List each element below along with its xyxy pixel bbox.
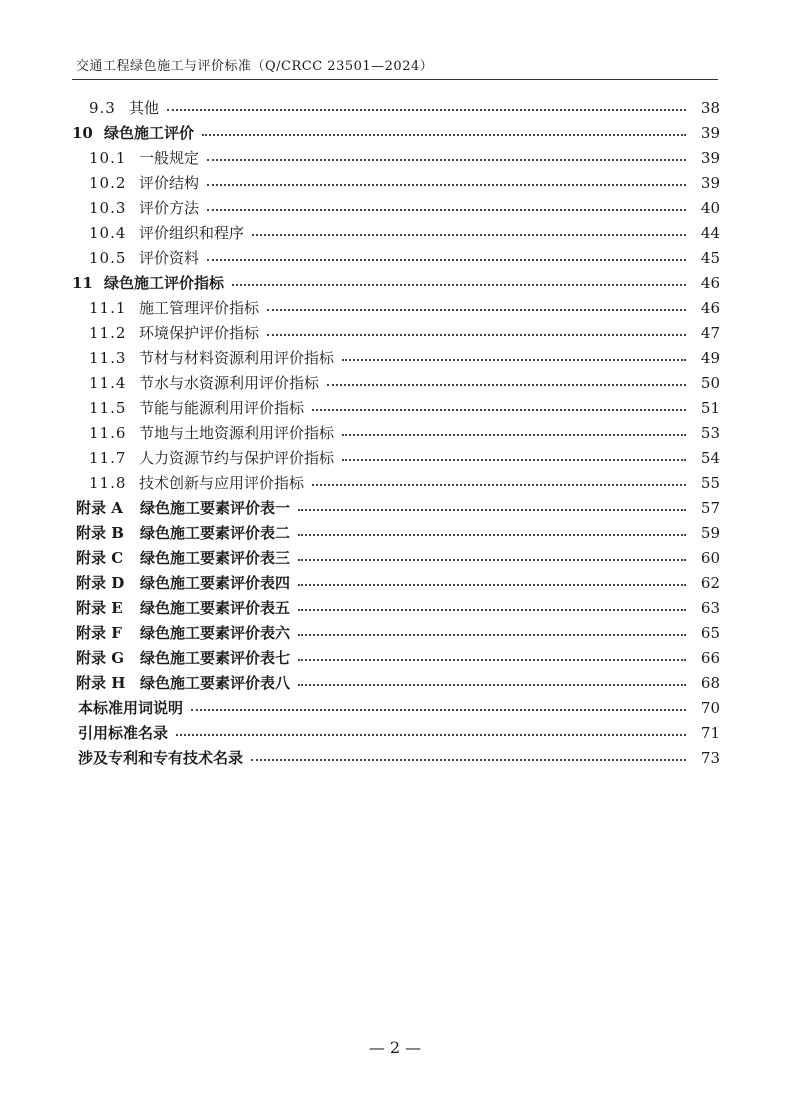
dot-leader [327, 383, 686, 386]
toc-entry[interactable] [0, 445, 790, 470]
toc-entry-number: 10 [72, 123, 93, 142]
toc-entry-title: 涉及专利和专有技术名录 [78, 749, 244, 767]
toc-entry-page: 63 [700, 598, 720, 617]
toc-entry-page: 40 [700, 198, 720, 217]
toc-entry-page: 68 [700, 673, 720, 692]
toc-entry[interactable] [0, 120, 790, 145]
toc-entry-page: 51 [700, 398, 720, 417]
dot-leader [298, 608, 686, 611]
toc-entry-page: 49 [700, 348, 720, 367]
toc-entry[interactable] [0, 395, 790, 420]
dot-leader [252, 233, 686, 236]
toc-entry-title: 绿色施工评价指标 [104, 274, 225, 292]
toc-entry-number: 9.3 [89, 98, 116, 117]
toc-entry-title: 绿色施工要素评价表二 [140, 524, 291, 542]
toc-entry-page: 39 [700, 173, 720, 192]
toc-entry-title: 绿色施工要素评价表一 [140, 499, 291, 517]
toc-entry-number: 11.5 [89, 398, 127, 417]
toc-entry-title: 绿色施工要素评价表六 [140, 624, 291, 642]
toc-entry[interactable] [0, 270, 790, 295]
toc-entry-number: 11.8 [89, 473, 127, 492]
dot-leader [267, 333, 686, 336]
toc-entry-title: 评价结构 [139, 174, 200, 192]
toc-entry[interactable] [0, 595, 790, 620]
toc-entry-title: 节地与土地资源利用评价指标 [139, 424, 335, 442]
toc-entry-title: 技术创新与应用评价指标 [139, 474, 305, 492]
dot-leader [167, 108, 686, 111]
dot-leader [298, 683, 686, 686]
toc-entry-number: 附录 A [76, 499, 123, 517]
toc-entry-title: 绿色施工要素评价表八 [140, 674, 291, 692]
toc-entry[interactable] [0, 220, 790, 245]
toc-entry-number: 10.3 [89, 198, 127, 217]
dot-leader [298, 508, 686, 511]
toc-entry[interactable] [0, 545, 790, 570]
toc-entry-number: 附录 C [76, 549, 124, 567]
toc-entry-number: 11.7 [89, 448, 127, 467]
toc-entry-title: 评价方法 [139, 199, 200, 217]
toc-entry[interactable] [0, 745, 790, 770]
toc-entry-title: 评价资料 [139, 249, 200, 267]
dot-leader [298, 633, 686, 636]
toc-entry-title: 本标准用词说明 [78, 699, 184, 717]
dot-leader [207, 258, 686, 261]
toc-entry-title: 节水与水资源利用评价指标 [139, 374, 320, 392]
dot-leader [298, 533, 686, 536]
toc-entry[interactable] [0, 695, 790, 720]
toc-entry-title: 绿色施工要素评价表七 [140, 649, 291, 667]
dot-leader [312, 483, 686, 486]
dot-leader [342, 458, 686, 461]
toc-entry-number: 11 [72, 273, 93, 292]
toc-entry-title: 人力资源节约与保护评价指标 [139, 449, 335, 467]
toc-entry[interactable] [0, 145, 790, 170]
toc-entry-title: 绿色施工要素评价表三 [140, 549, 291, 567]
toc-entry-page: 59 [700, 523, 720, 542]
dot-leader [267, 308, 686, 311]
toc-entry-title: 施工管理评价指标 [139, 299, 260, 317]
toc-entry-page: 57 [700, 498, 720, 517]
toc-entry[interactable] [0, 470, 790, 495]
dot-leader [298, 558, 686, 561]
table-of-contents [0, 95, 790, 770]
toc-entry-page: 54 [700, 448, 720, 467]
toc-entry-page: 47 [700, 323, 720, 342]
dot-leader [191, 708, 686, 711]
toc-entry-page: 53 [700, 423, 720, 442]
toc-entry-number: 10.2 [89, 173, 127, 192]
toc-entry[interactable] [0, 345, 790, 370]
toc-entry-number: 10.4 [89, 223, 127, 242]
toc-entry[interactable] [0, 370, 790, 395]
toc-entry-number: 附录 D [76, 574, 125, 592]
toc-entry-page: 38 [700, 98, 720, 117]
dot-leader [232, 283, 686, 286]
toc-entry[interactable] [0, 720, 790, 745]
toc-entry-title: 绿色施工要素评价表五 [140, 599, 291, 617]
toc-entry-title: 一般规定 [139, 149, 200, 167]
toc-entry-title: 环境保护评价指标 [139, 324, 260, 342]
dot-leader [207, 158, 686, 161]
toc-entry-number: 11.6 [89, 423, 127, 442]
toc-entry[interactable] [0, 670, 790, 695]
toc-entry-number: 11.3 [89, 348, 127, 367]
dot-leader [312, 408, 686, 411]
toc-entry[interactable] [0, 295, 790, 320]
dot-leader [202, 133, 686, 136]
toc-entry-number: 11.4 [89, 373, 127, 392]
toc-entry-number: 11.2 [89, 323, 127, 342]
toc-entry-number: 附录 H [76, 674, 126, 692]
dot-leader [298, 583, 686, 586]
toc-entry[interactable] [0, 570, 790, 595]
toc-entry-page: 71 [700, 723, 720, 742]
toc-entry-page: 50 [700, 373, 720, 392]
toc-entry[interactable] [0, 645, 790, 670]
toc-entry-page: 65 [700, 623, 720, 642]
toc-entry-page: 45 [700, 248, 720, 267]
toc-entry-title: 绿色施工评价 [104, 124, 195, 142]
toc-entry[interactable] [0, 195, 790, 220]
toc-entry-page: 60 [700, 548, 720, 567]
toc-entry-page: 39 [700, 123, 720, 142]
page-number: — 2 — [368, 1038, 422, 1057]
dot-leader [207, 208, 686, 211]
toc-entry-number: 11.1 [89, 298, 127, 317]
toc-entry-number: 附录 F [76, 624, 122, 642]
dot-leader [207, 183, 686, 186]
toc-entry-page: 62 [700, 573, 720, 592]
toc-entry-page: 39 [700, 148, 720, 167]
toc-entry[interactable] [0, 520, 790, 545]
toc-entry-page: 73 [700, 748, 720, 767]
toc-entry[interactable] [0, 170, 790, 195]
toc-entry-number: 10.1 [89, 148, 127, 167]
toc-entry-number: 10.5 [89, 248, 127, 267]
toc-entry-title: 节能与能源利用评价指标 [139, 399, 305, 417]
toc-entry-page: 66 [700, 648, 720, 667]
toc-entry-title: 其他 [129, 99, 160, 117]
dot-leader [342, 433, 686, 436]
toc-entry-page: 70 [700, 698, 720, 717]
toc-entry-page: 44 [700, 223, 720, 242]
running-header: 交通工程绿色施工与评价标准（Q/CRCC 23501—2024） [76, 59, 434, 74]
toc-entry-page: 46 [700, 273, 720, 292]
toc-entry-number: 附录 E [76, 599, 123, 617]
toc-entry[interactable] [0, 95, 790, 120]
toc-entry[interactable] [0, 495, 790, 520]
toc-entry-number: 附录 B [76, 524, 124, 542]
toc-entry[interactable] [0, 245, 790, 270]
toc-entry-title: 绿色施工要素评价表四 [140, 574, 291, 592]
toc-entry-page: 46 [700, 298, 720, 317]
toc-entry-number: 附录 G [76, 649, 125, 667]
dot-leader [298, 658, 686, 661]
dot-leader [342, 358, 686, 361]
header-divider [72, 79, 718, 80]
toc-entry[interactable] [0, 620, 790, 645]
dot-leader [251, 758, 686, 761]
toc-entry[interactable] [0, 420, 790, 445]
toc-entry-page: 55 [700, 473, 720, 492]
toc-entry-title: 节材与材料资源利用评价指标 [139, 349, 335, 367]
toc-entry[interactable] [0, 320, 790, 345]
toc-entry-title: 评价组织和程序 [139, 224, 245, 242]
dot-leader [176, 733, 686, 736]
toc-entry-title: 引用标准名录 [78, 724, 169, 742]
